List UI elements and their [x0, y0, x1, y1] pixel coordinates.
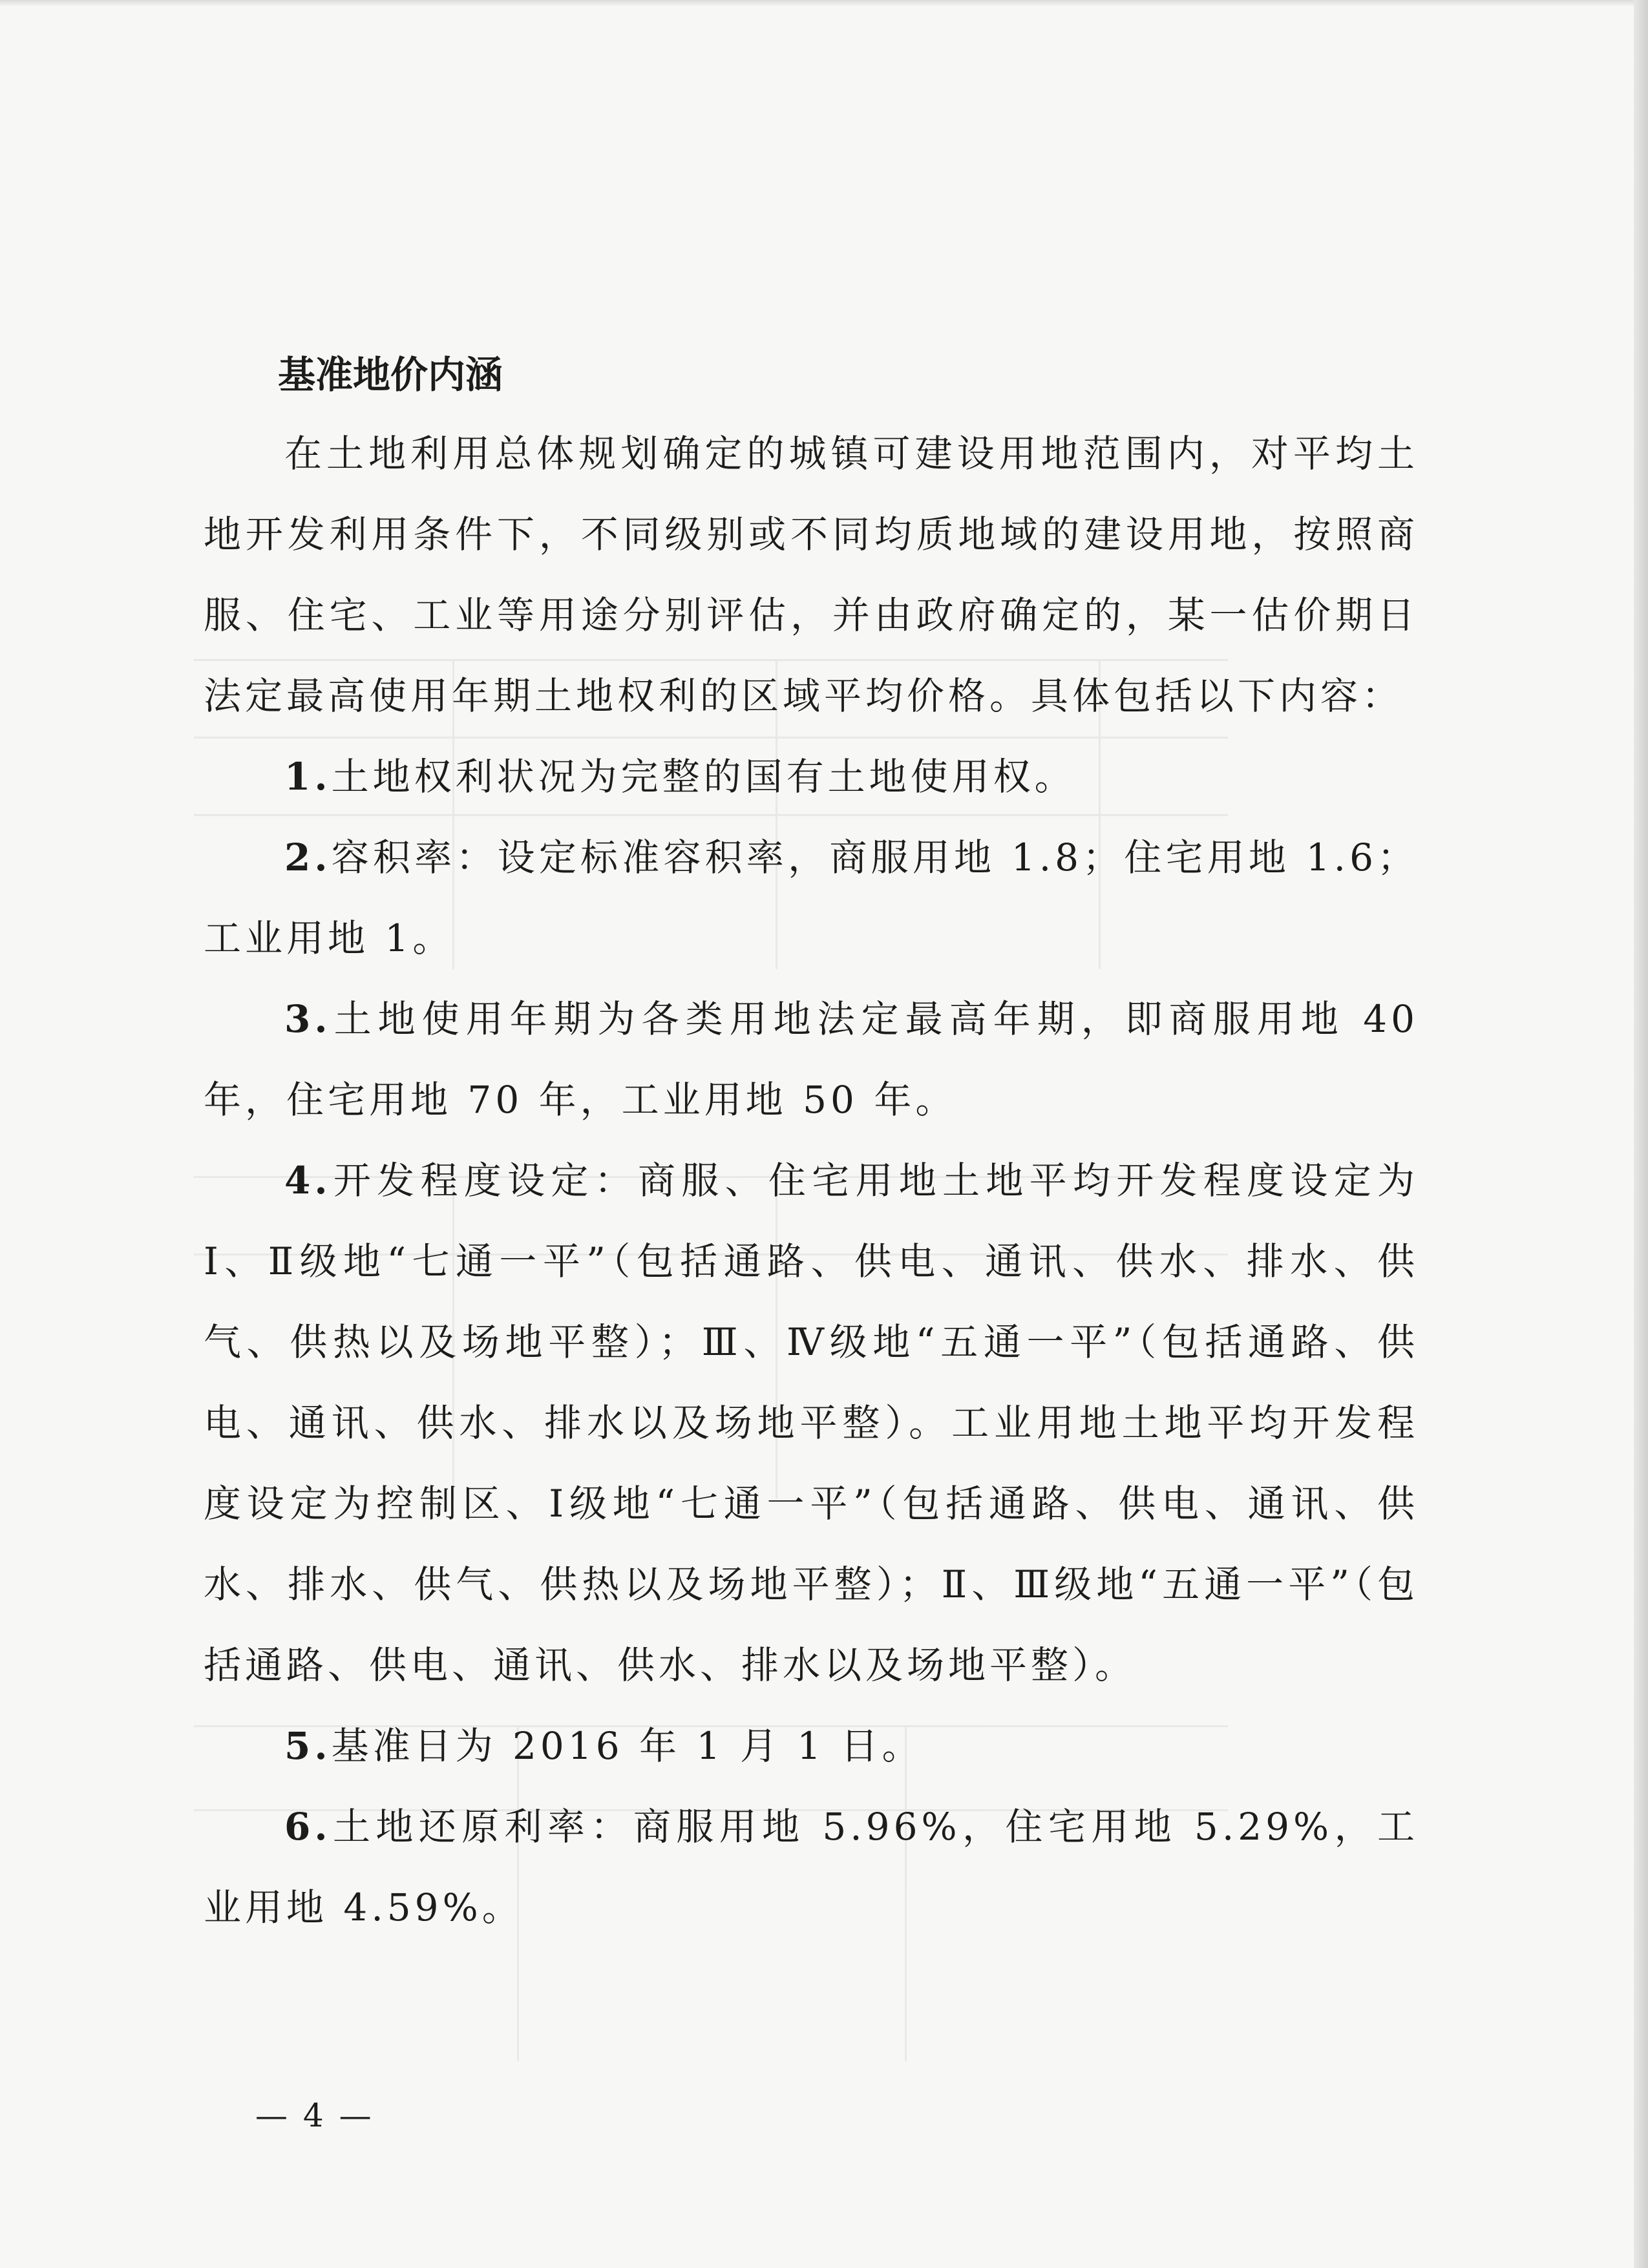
item-3 — [204, 979, 1419, 1140]
item-4 — [204, 1140, 1419, 1706]
item-number: 1. — [284, 755, 332, 799]
item-text: 土地还原利率：商服用地 5.96%，住宅用地 5.29%，工业用地 4.59%。 — [204, 1805, 1419, 1929]
page-edge-right — [1634, 0, 1648, 2268]
document-body — [204, 336, 1419, 1948]
page-number: — 4 — — [255, 2097, 374, 2134]
page-edge-top — [0, 0, 1648, 6]
item-text: 基准日为 2016 年 1 月 1 日。 — [331, 1724, 924, 1768]
item-number: 4. — [284, 1159, 332, 1202]
section-heading: 基准地价内涵 — [278, 353, 503, 397]
item-1 — [204, 737, 1419, 817]
item-number: 6. — [284, 1805, 332, 1849]
item-5 — [204, 1706, 1419, 1787]
item-2 — [204, 817, 1419, 979]
item-text: 开发程度设定：商服、住宅用地土地平均开发程度设定为Ⅰ、Ⅱ级地“七通一平”（包括通路、供电、通讯、供水、排水、供气、供热以及场地平整）；Ⅲ、Ⅳ级地“五通一平”（包括通路、供电、通讯、供水、排水以及场地平整）。工业用地土地平均开发程度设定为控制区、Ⅰ级地“七通一平”（包括通路、供电、通讯、供水、排水、供气、供热以及场地平整）；Ⅱ、Ⅲ级地“五通一平”（包括通路、供电、通讯、供水、排水以及场地平整）。 — [204, 1159, 1419, 1687]
item-number: 3. — [284, 997, 332, 1041]
item-number: 2. — [284, 835, 332, 879]
item-6 — [204, 1787, 1419, 1948]
intro-paragraph: 在土地利用总体规划确定的城镇可建设用地范围内，对平均土地开发利用条件下，不同级别或不同均质地域的建设用地，按照商服、住宅、工业等用途分别评估，并由政府确定的，某一估价期日法定最高使用年期土地权利的区域平均价格。具体包括以下内容： — [204, 432, 1419, 718]
item-text: 容积率：设定标准容积率，商服用地 1.8；住宅用地 1.6；工业用地 1。 — [204, 835, 1419, 960]
item-text: 土地使用年期为各类用地法定最高年期，即商服用地 40 年，住宅用地 70 年，工业用地 50 年。 — [204, 997, 1419, 1122]
item-number: 5. — [284, 1724, 332, 1768]
item-text: 土地权利状况为完整的国有土地使用权。 — [331, 755, 1076, 799]
